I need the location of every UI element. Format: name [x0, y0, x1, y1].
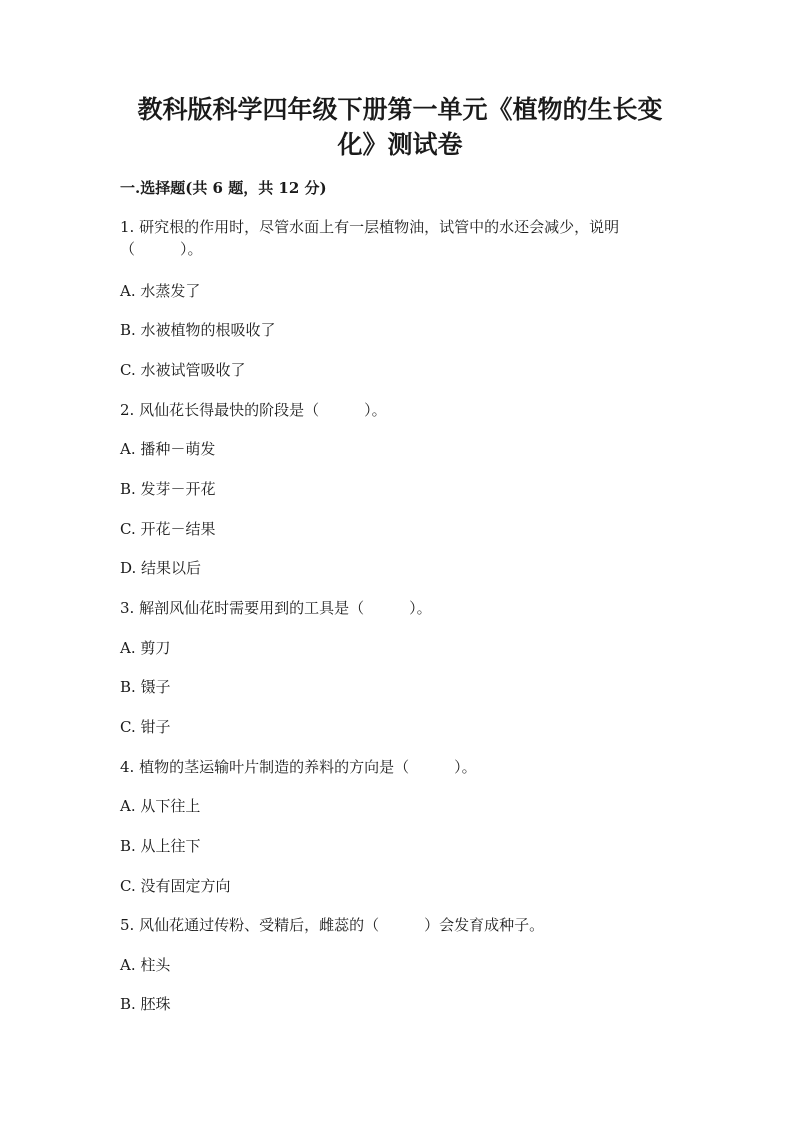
- question-3-option-b: B. 镊子: [120, 678, 171, 696]
- question-4-option-c: C. 没有固定方向: [120, 877, 231, 895]
- question-4-stem: 4. 植物的茎运输叶片制造的养料的方向是（ ）。: [120, 758, 477, 776]
- title-line-1: 教科版科学四年级下册第一单元《植物的生长变: [137, 95, 663, 124]
- question-5-option-b: B. 胚珠: [120, 995, 171, 1013]
- question-1-option-a: A. 水蒸发了: [120, 282, 201, 300]
- question-5-option-a: A. 柱头: [120, 956, 171, 974]
- question-1-option-c: C. 水被试管吸收了: [120, 361, 246, 379]
- page-title: [0, 92, 800, 162]
- question-4-option-b: B. 从上往下: [120, 837, 201, 855]
- question-2-stem: 2. 风仙花长得最快的阶段是（ ）。: [120, 401, 387, 419]
- question-3-option-a: A. 剪刀: [120, 639, 171, 657]
- question-2-option-d: D. 结果以后: [120, 559, 202, 577]
- section-heading: 一.选择题(共 6 题，共 12 分): [120, 179, 327, 197]
- question-2-option-c: C. 开花－结果: [120, 520, 216, 538]
- question-2-option-a: A. 播种－萌发: [120, 440, 216, 458]
- question-1-stem: 1. 研究根的作用时，尽管水面上有一层植物油，试管中的水还会减少，说明: [120, 218, 620, 236]
- question-5-stem: 5. 风仙花通过传粉、受精后，雌蕊的（ ）会发育成种子。: [120, 916, 545, 934]
- question-2-option-b: B. 发芽－开花: [120, 480, 216, 498]
- question-1-option-b: B. 水被植物的根吸收了: [120, 321, 276, 339]
- title-line-2: 化》测试卷: [337, 130, 463, 159]
- question-3-option-c: C. 钳子: [120, 718, 171, 736]
- question-3-stem: 3. 解剖风仙花时需要用到的工具是（ ）。: [120, 599, 432, 617]
- question-1-stem-cont: （ ）。: [120, 240, 203, 258]
- question-4-option-a: A. 从下往上: [120, 797, 201, 815]
